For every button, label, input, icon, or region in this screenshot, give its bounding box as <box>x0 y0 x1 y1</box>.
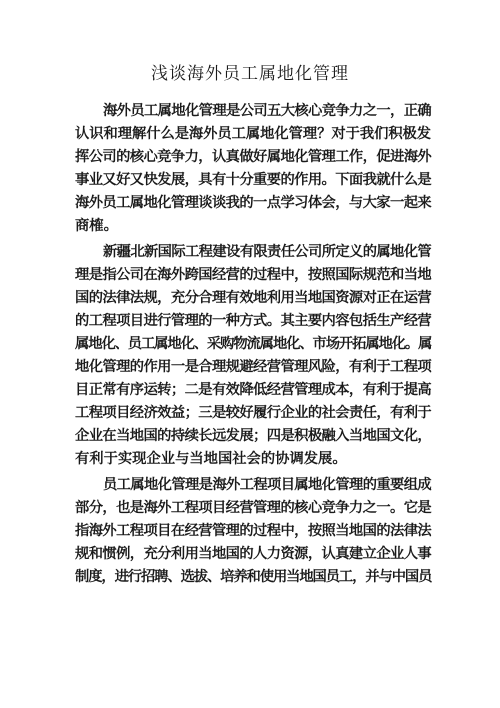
text-line: 认识和理解什么是海外员工属地化管理？对于我们积极发 <box>75 126 431 142</box>
text-line: 目正常有序运转；二是有效降低经营管理成本，有利于提高 <box>75 382 432 398</box>
paragraph-1 <box>75 100 431 238</box>
text-line: 工程项目经济效益；三是较好履行企业的社会责任，有利于 <box>75 405 432 421</box>
text-line: 规和惯例，充分利用当地国的人力资源，认真建立企业人事 <box>75 546 432 562</box>
text-line: 事业又好又快发展，具有十分重要的作用。下面我就什么是 <box>75 172 432 188</box>
text-line: 挥公司的核心竞争力，认真做好属地化管理工作，促进海外 <box>75 149 432 165</box>
text-line: 的工程项目进行管理的一种方式。其主要内容包括生产经营 <box>75 313 432 329</box>
text-line: 指海外工程项目在经营管理的过程中，按照当地国的法律法 <box>75 523 432 539</box>
text-line: 员工属地化管理是海外工程项目属地化管理的重要组成 <box>103 477 431 493</box>
text-line: 制度，进行招聘、选拔、培养和使用当地国员工，并与中国员 <box>75 569 432 585</box>
text-line: 企业在当地国的持续长远发展；四是积极融入当地国文化， <box>75 428 432 444</box>
text-line: 海外员工属地化管理是公司五大核心竞争力之一，正确 <box>103 103 431 119</box>
text-line: 新疆北新国际工程建设有限责任公司所定义的属地化管 <box>103 244 431 260</box>
text-line: 属地化、员工属地化、采购物流属地化、市场开拓属地化。属 <box>75 336 432 352</box>
text-line: 有利于实现企业与当地国社会的协调发展。 <box>75 451 347 467</box>
paragraph-3 <box>75 474 431 589</box>
text-line: 商榷。 <box>75 218 118 234</box>
paragraph-2 <box>75 241 431 471</box>
document-title: 浅谈海外员工属地化管理 <box>151 64 349 84</box>
text-line: 地化管理的作用一是合理规避经营管理风险，有利于工程项 <box>75 359 432 375</box>
text-line: 海外员工属地化管理谈谈我的一点学习体会，与大家一起来 <box>75 195 432 211</box>
text-line: 部分，也是海外工程项目经营管理的核心竞争力之一。它是 <box>75 500 432 516</box>
document-body <box>75 100 431 589</box>
text-line: 理是指公司在海外跨国经营的过程中，按照国际规范和当地 <box>75 267 432 283</box>
text-line: 国的法律法规，充分合理有效地利用当地国资源对正在运营 <box>75 290 432 306</box>
